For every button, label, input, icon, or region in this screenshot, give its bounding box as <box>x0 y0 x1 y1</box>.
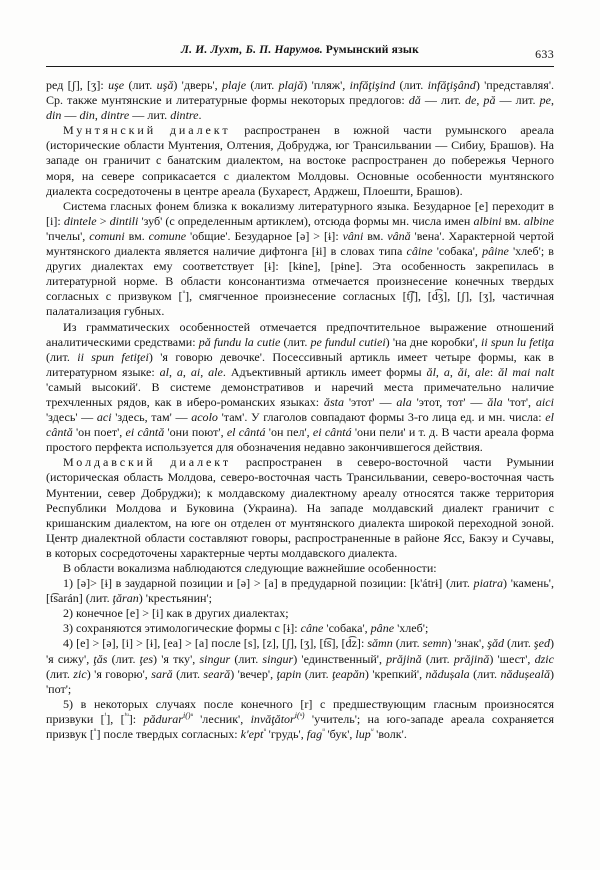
paragraph-moldavian-dialect: Молдавский диалект распространен в северо-восточной части Румынии (историческая область Молдова, северо-восточная часть Трансильвании, северо-восточная часть Мунтении, север Добруджи); к молдавскому диалектному ареалу относятся также территория Республики Молдова и Буковина (Украина). На западе молдавский диалект граничит с кришанским диалектом, на юге он отделен от мунтянского диалекта широкой переходной зоной. Центр диалектной области составляют говоры, распространенные в районе Ясс, Бакэу и Сучавы, в которых сосредоточены характерные черты молдавского диалекта. <box>46 455 555 560</box>
paragraph-vocalism-intro: В области вокализма наблюдаются следующие важнейшие особенности: <box>63 561 437 575</box>
header-rule <box>46 66 554 67</box>
list-item-1: 1) [ə]> [ɨ] в заударной позиции и [ə] > [a] в предударной позиции: [k'átrɨ] (лит. piatra) 'камень', [t͡sarán] (лит. ţăran) 'крестьянин'; <box>46 576 554 606</box>
list-item-3: 3) сохраняются этимологические формы с [ɨ]: câne 'собака', pâne 'хлеб'; <box>63 621 429 636</box>
list-item-4: 4) [e] > [ə], [i] > [ɨ], [ea] > [a] после [s], [z], [ʃ], [ʒ], [t͡s], [d͡z]: sămn (лит. semn) 'знак', şăd (лит. şed) 'я сижу', ţăs (лит. ţes) 'я тку', singur (лит. singur) 'единственный', prăjină (лит. prăjină) 'шест', dzic (лит. zic) 'я говорю', sară (лит. seară) 'вечер', ţapin (лит. ţeapăn) 'крепкий', nădușala (лит. nădușeală) 'пот'; <box>46 636 554 696</box>
paragraph-continued-prepositions: ред [ʃ], [ʒ]: uşe (лит. uşă) 'дверь', plaje (лит. plajă) 'пляж', infăţişind (лит. infăţişând) 'представляя'. Ср. также мунтянские и литературные формы некоторых предлогов: dă — лит. de, pă — лит. pe, din — din, dintre — лит. dintre. <box>46 78 555 123</box>
list-item-5: 5) в некоторых случаях после конечного [r] с предшествующим гласным произносятся призвуки [$^{^i}$], [$^{^iᵘ}$]: pădurar$^{i()ᵘ}$ 'лесник', invăţător$^{i(ᵘ)}$ 'учитель'; на юго-западе ареала сохраняется призвук [$^ᵘ$] после твердых согласных: k'ept$^ᵘ$ 'грудь', fag$^ᵘ$ 'бук', lup$^ᵘ$ 'волк'. <box>46 696 554 742</box>
body-text-column <box>46 78 554 742</box>
paragraph-grammatical-features: Из грамматических особенностей отмечается предпочтительное выражение отношений аналитическими средствами: pă fundu la cutie (лит. pe fundul cutiei) 'на дне коробки', ii spun lu fetiţa (лит. ii spun fetiţei) 'я говорю девочке'. Посессивный артикль имеет четыре формы, как в литературном языке: al, a, ai, ale. Адъективный артикль имеет формы ăl, a, ăi, ale: ăl mai nalt 'самый высокий'. В системе демонстративов и наречий места примечательно наличие трехчленных рядов, как в иберо-романских языках: ăsta 'этот' — ala 'этот, тот' — ăla 'тот', aici 'здесь' — aci 'здесь, там' — acolo 'там'. У глаголов совпадают формы 3-го лица ед. и мн. числа: el cântă 'он поет', ei cântă 'они поют', el cântá 'он пел', ei cântá 'они пели' и т. д. В части ареала форма простого перфекта используется для обозначения недавно закончившегося действия. <box>46 319 555 455</box>
running-head-title: Румынский язык <box>325 44 419 56</box>
page-number: 633 <box>535 47 554 61</box>
list-item-2: 2) конечное [e] > [i] как в других диалектах; <box>63 606 289 621</box>
running-head-authors: Л. И. Лухт, Б. П. Нарумов. <box>181 44 323 56</box>
paragraph-vowel-system: Система гласных фонем близка к вокализму литературного языка. Безударное [e] переходит в [i]: dintele > dintili 'зуб' (с определенным артиклем), отсюда формы мн. числа имен albini вм. albine 'пчелы', comuni вм. comune 'общие'. Безударное [ə] > [ɨ]: vâni вм. vână 'вена'. Характерной чертой мунтянского диалекта является наличие дифтонга [ɨi] в словах типа câine 'собака', pâine 'хлеб'; в других диалектах ему соответствует [ɨ]: [kɨne], [pɨne]. Эта особенность закрепилась в литературной норме. В области консонантизма отмечается произнесение конечных твердых согласных с призвуком [$^ᵘ$], смягченное произнесение согласных [t͡ʃ], [d͡ʒ], [ʃ], [ʒ], частичная палатализация губных. <box>46 198 555 319</box>
running-head <box>46 44 554 62</box>
paragraph-muntenian-dialect: Мунтянский диалект распространен в южной части румынского ареала (исторические области Мунтения, Олтения, Добруджа, юг Трансильвании — Сибиу, Брашов). На западе он граничит с банатским диалектом, на востоке распространен до побережья Черного моря, на севере соприкасается с диалектом Молдовы. Основные особенности мунтянского диалекта сосредоточены в центре ареала (Бухарест, Арджеш, Плоешти, Брашов). <box>46 123 554 198</box>
